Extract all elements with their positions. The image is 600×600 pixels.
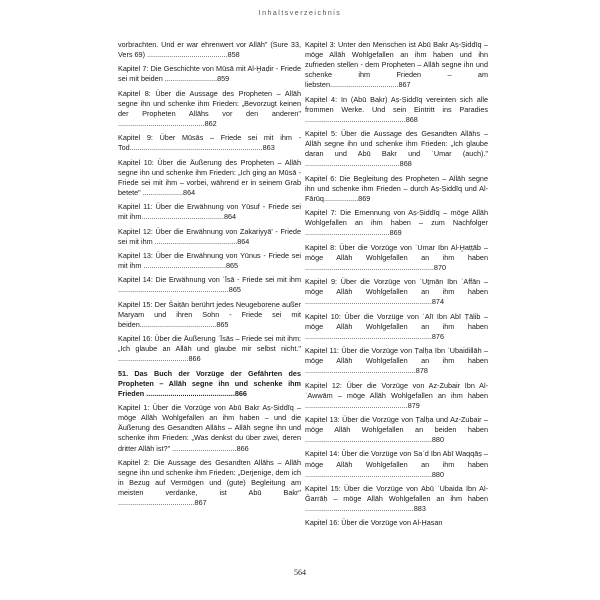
toc-entry: Kapitel 15: Der Šaiṭān berührt jedes Neugeborene außer Maryam und ihren Sohn - Friede sei mit beiden......................................865 xyxy=(118,299,301,329)
toc-entry: Kapitel 1: Über die Vorzüge von Abū Bakr Aṣ-Ṣiddīq – möge Allāh Wohlgefallen an ihm haben – und die Äußerung des Gesandten Allāhs – Allāh segne ihn und schenke ihm Frieden: „Was denkst du über zwei, deren dritter Allāh ist?" ................................866 xyxy=(118,403,301,453)
toc-entry: Kapitel 16: Über die Vorzüge von Al-Ḥasan xyxy=(305,518,443,528)
page-number: 564 xyxy=(294,568,306,577)
toc-entry: Kapitel 16: Über die Äußerung ʿĪsās – Friede sei mit ihm: „Ich glaube an Allāh und glaube mir selbst nicht." ...................................866 xyxy=(118,334,301,364)
toc-entry: Kapitel 14: Die Erwähnung von ʿĪsā - Friede sei mit ihm .......................................................865 xyxy=(118,275,301,295)
toc-entry: Kapitel 14: Über die Vorzüge von Saʿd Ibn Abī Waqqāṣ – möge Allāh Wohlgefallen an ihm haben ...............................................................880 xyxy=(305,449,488,479)
toc-entry: Kapitel 6: Die Begleitung des Propheten – Allāh segne ihn und schenke ihm Frieden – durch Aṣ-Ṣiddīq und Al-Fārūq.................869 xyxy=(305,173,488,203)
toc-entry: Kapitel 12: Über die Vorzüge von Az-Zubair Ibn Al-ʿAwwām – möge Allāh Wohlgefallen an ihm haben ...................................................879 xyxy=(305,380,488,410)
toc-entry: Kapitel 13: Über die Erwähnung von Yūnus - Friede sei mit ihm .........................................865 xyxy=(118,251,301,271)
toc-entry: Kapitel 7: Die Geschichte von Mūsā mit Al-Ḫaḍir - Friede sei mit beiden ..........................859 xyxy=(118,64,301,84)
toc-entry: Kapitel 11: Über die Erwähnung von Yūsuf - Friede sei mit ihm.........................................864 xyxy=(118,202,301,222)
running-header: Inhaltsverzeichnis xyxy=(258,10,342,17)
toc-column-left xyxy=(118,40,301,512)
toc-entry: Kapitel 15: Über die Vorzüge von Abū ʿUbaida Ibn Al-Ǧarrāḥ – möge Allāh Wohlgefallen an ihm haben ......................................................883 xyxy=(305,483,488,514)
toc-entry: Kapitel 5: Über die Aussage des Gesandten Allāhs – Allāh segne ihn und schenke ihm Frieden: „Ich glaube daran und Abū Bakr und ʿUmar (auch)." ...............................................868 xyxy=(305,129,488,169)
toc-entry: Kapitel 11: Über die Vorzüge von Ṭalḥa Ibn ʿUbaidillāh – möge Allāh Wohlgefallen an ihm haben .......................................................878 xyxy=(305,346,488,376)
toc-entry: Kapitel 3: Unter den Menschen ist Abū Bakr Aṣ-Ṣiddīq – möge Allāh Wohlgefallen an ihm haben und ihn zufrieden stellen - dem Propheten – Allāh segne ihn und schenke ihm Frieden – am liebsten..................................867 xyxy=(305,40,488,90)
toc-entry: Kapitel 12: Über die Erwähnung von Zakariyyā' - Friede sei mit ihm .........................................864 xyxy=(118,226,301,246)
toc-section-heading: 51. Das Buch der Vorzüge der Gefährten des Propheten – Allāh segne ihn und schenke ihm Frieden ............................................866 xyxy=(118,368,301,398)
toc-entry: Kapitel 2: Die Aussage des Gesandten Allāhs – Allāh segne ihn und schenke ihm Frieden: „Derjenige, dem ich in Bezug auf Vermögen und (gute) Begleitung am meisten verdanke, ist Abū Bakr" ......................................867 xyxy=(118,457,301,508)
toc-entry: Kapitel 8: Über die Vorzüge von ʿUmar Ibn Al-Ḫaṭṭāb – möge Allāh Wohlgefallen an ihm haben ................................................................870 xyxy=(305,242,488,272)
toc-column-right xyxy=(305,40,488,533)
toc-entry: vorbrachten. Und er war ehrenwert vor Allāh" (Sure 33, Vers 69) ........................................858 xyxy=(118,40,301,60)
toc-entry: Kapitel 8: Über die Aussage des Propheten – Allāh segne ihn und schenke ihm Frieden: „Bevorzugt keinen der Propheten Allāhs vor den anderen" ...........................................862 xyxy=(118,88,301,129)
toc-entry: Kapitel 10: Über die Äußerung des Propheten – Allāh segne ihn und schenke ihm Frieden: „Ich ging an Mūsā - Friede sei mit ihm – vorbei, während er in seinem Grab betete" ....................864 xyxy=(118,157,301,197)
toc-entry: Kapitel 10: Über die Vorzüge von ʿAlī Ibn Abī Ṭālib – möge Allāh Wohlgefallen an ihm haben ...............................................................876 xyxy=(305,311,488,341)
toc-entry: Kapitel 13: Über die Vorzüge von Ṭalḥa und Az-Zubair – möge Allāh Wohlgefallen an beiden haben ...............................................................880 xyxy=(305,414,488,445)
toc-entry: Kapitel 7: Die Ernennung von Aṣ-Ṣiddīq – möge Allāh Wohlgefallen an ihm haben – zum Nachfolger ..........................................869 xyxy=(305,208,488,238)
toc-entry: Kapitel 4: In (Abū Bakr) Aṣ-Ṣiddīq vereinten sich alle frommen Werke. Und sein Eintritt ins Paradies ..................................................868 xyxy=(305,94,488,124)
toc-entry: Kapitel 9: Über die Vorzüge von ʿUṯmān Ibn ʿAffān – möge Allāh Wohlgefallen an ihm haben ...............................................................874 xyxy=(305,277,488,307)
toc-entry: Kapitel 9: Über Mūsās – Friede sei mit ihm - Tod..................................................................863 xyxy=(118,133,301,153)
